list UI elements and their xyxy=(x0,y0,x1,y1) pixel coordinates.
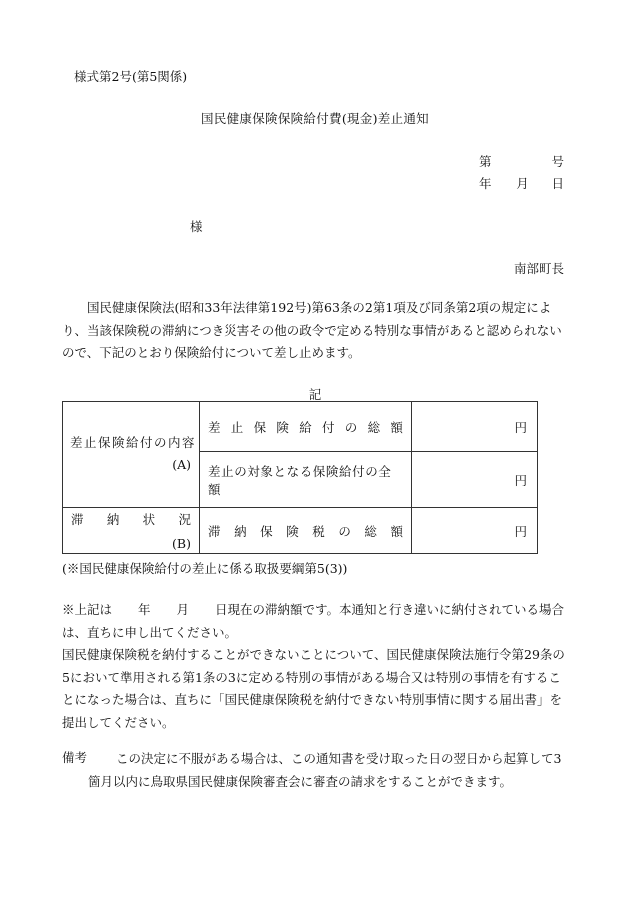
label-char: 納 xyxy=(106,512,120,527)
row3-label xyxy=(208,522,403,540)
label-char: の xyxy=(338,523,351,539)
label-char: 況 xyxy=(178,512,191,527)
label-char: 滞 xyxy=(71,512,84,527)
label-char: 保 xyxy=(260,523,273,539)
number-prefix: 第 xyxy=(479,154,492,169)
row2-label: 差止の対象となる保険給付の全額 xyxy=(208,463,392,497)
row1-yen: 円 xyxy=(412,402,538,452)
label-char: 険 xyxy=(276,419,289,435)
section-b-label xyxy=(63,510,199,528)
notice-year: 年 xyxy=(138,602,151,617)
body-paragraph: 国民健康保険法(昭和33年法律第192号)第63条の2第1項及び同条第2項の規定により、当該保険税の滞納につき災害その他の政令で定める特別な事情があると認められないので、下記のとおり保険給付について差し止めます。 xyxy=(62,300,562,360)
notice-part2: 日現在の滞納額です。本通知と行き違いに納付されている場合は、直ちに申し出てください。 xyxy=(62,602,565,640)
notice-paragraph xyxy=(62,599,570,734)
notice-number-line xyxy=(479,152,564,170)
row2-yen: 円 xyxy=(412,452,538,508)
table-row xyxy=(63,402,538,452)
ki-heading: 記 xyxy=(308,387,322,402)
notice-date-line xyxy=(479,174,564,192)
label-char: 差 xyxy=(208,419,221,435)
label-char: 納 xyxy=(234,523,247,539)
document-title: 国民健康保険保険給付費(現金)差止通知 xyxy=(201,111,429,126)
addressee-suffix: 様 xyxy=(190,219,203,234)
label-char: 額 xyxy=(390,419,403,435)
label-char: 険 xyxy=(286,523,299,539)
section-a-cell xyxy=(63,402,200,508)
remark-text: この決定に不服がある場合は、この通知書を受け取った日の翌日から起算して3箇月以内に鳥取県国民健康保険審査会に審査の請求をすることができます。 xyxy=(88,751,562,789)
label-char: 滞 xyxy=(208,523,221,539)
sender-name: 南部町長 xyxy=(513,261,564,276)
label-char: 付 xyxy=(321,419,335,435)
label-char: 額 xyxy=(390,523,403,539)
row3-label-cell xyxy=(200,508,412,554)
label-char: 保 xyxy=(253,419,267,435)
notice-line-1 xyxy=(62,599,570,644)
label-char: 給 xyxy=(299,419,312,435)
label-char: 止 xyxy=(230,419,244,435)
label-char: 状 xyxy=(142,512,156,527)
remark-label: 備考 xyxy=(62,750,88,765)
date-day: 日 xyxy=(551,176,564,191)
number-suffix: 号 xyxy=(551,154,564,169)
note-reference: (※国民健康保険給付の差止に係る取扱要綱第5(3)) xyxy=(62,561,348,576)
row2-label-cell xyxy=(200,452,412,508)
notice-month: 月 xyxy=(176,602,190,617)
date-year: 年 xyxy=(479,176,492,191)
section-b-cell xyxy=(63,508,200,554)
row3-yen: 円 xyxy=(412,508,538,554)
row1-label-cell xyxy=(200,402,412,452)
label-char: 総 xyxy=(364,523,377,539)
notice-paragraph-2: 国民健康保険税を納付することができないことについて、国民健康保険法施行令第29条の5において準用される第1条の3に定める特別の事情がある場合又は特別の事情を有することになった場合は、直ちに「国民健康保険税を納付できない特別事情に関する届出書」を提出してください。 xyxy=(62,647,565,730)
date-month: 月 xyxy=(516,176,529,191)
section-b-code: (B) xyxy=(172,536,191,551)
table-row xyxy=(63,508,538,554)
notice-part1: ※上記は xyxy=(62,602,113,617)
label-char: 総 xyxy=(367,419,381,435)
detail-table xyxy=(62,401,538,554)
section-a-label: 差止保険給付の内容 xyxy=(70,435,197,450)
label-char: の xyxy=(344,419,358,435)
form-label: 様式第2号(第5関係) xyxy=(74,69,188,84)
section-a-code: (A) xyxy=(172,457,191,472)
row1-label xyxy=(208,418,403,436)
label-char: 税 xyxy=(312,523,325,539)
